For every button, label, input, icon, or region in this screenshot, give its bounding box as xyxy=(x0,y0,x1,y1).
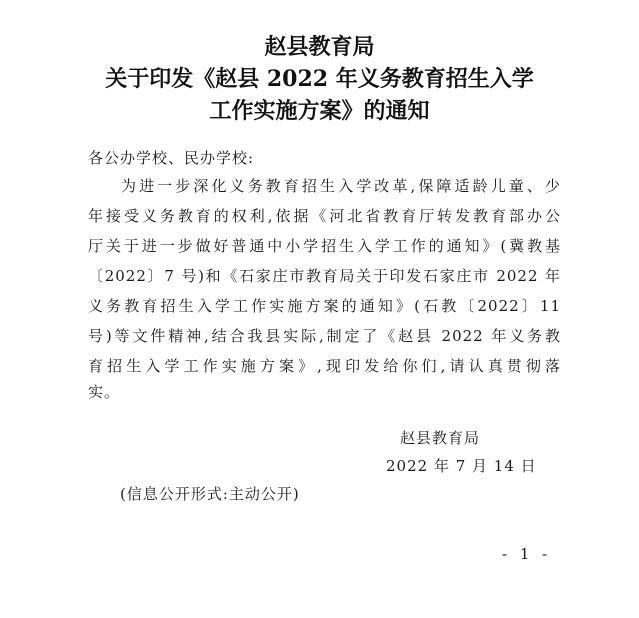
issue-date: 2022 年 7 月 14 日 xyxy=(386,457,537,475)
document-title-issuer: 赵县教育局 xyxy=(264,34,375,60)
paragraph-line: 〔2022〕7 号)和《石家庄市教育局关于印发石家庄市 2022 年 xyxy=(88,267,561,285)
disclosure-note: (信息公开形式:主动公开) xyxy=(120,485,300,503)
document-title-line: 关于印发《赵县 2022 年义务教育招生入学 xyxy=(105,66,534,92)
paragraph-line: 实。 xyxy=(88,383,121,401)
paragraph-line: 厅关于进一步做好普通中小学招生入学工作的通知》(冀教基 xyxy=(88,237,561,255)
salutation: 各公办学校、民办学校: xyxy=(88,149,255,167)
paragraph-line: 义务教育招生入学工作实施方案的通知》(石教〔2022〕11 xyxy=(88,297,561,315)
document-title-line: 工作实施方案》的通知 xyxy=(209,98,430,124)
paragraph-line: 为进一步深化义务教育招生入学改革,保障适龄儿童、少 xyxy=(121,177,561,195)
paragraph-line: 育招生入学工作实施方案》,现印发给你们,请认真贯彻落 xyxy=(88,357,561,375)
paragraph-line: 年接受义务教育的权利,依据《河北省教育厅转发教育部办公 xyxy=(88,207,561,225)
signer: 赵县教育局 xyxy=(400,429,481,447)
paragraph-line: 号)等文件精神,结合我县实际,制定了《赵县 2022 年义务教 xyxy=(88,327,561,345)
page-number: - 1 - xyxy=(502,545,552,563)
